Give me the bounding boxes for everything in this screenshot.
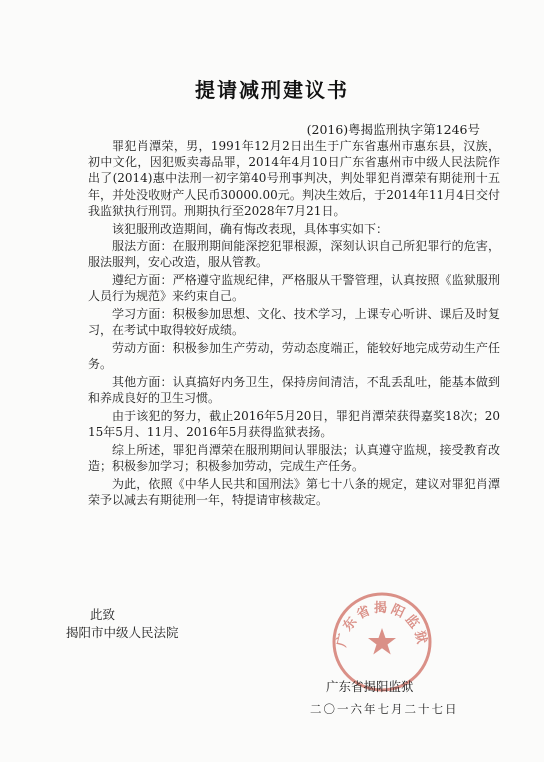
document-title: 提请减刑建议书: [195, 78, 349, 102]
paragraph-other: 其他方面：认真搞好内务卫生，保持房间清洁，不乱丢乱吐，能基本做到和养成良好的卫生习惯。: [88, 374, 500, 406]
paragraph-recommendation: 为此，依照《中华人民共和国刑法》第七十八条的规定，建议对罪犯肖潭荣予以减去有期徒刑一年，特提请审核裁定。: [88, 476, 500, 507]
paragraph-discipline: 遵纪方面：严格遵守监规纪律，严格服从干警管理，认真按照《监狱服刑人员行为规范》来约束自己。: [88, 273, 500, 304]
paragraph-basic-info: 罪犯肖潭荣，男，1991年12月2日出生于广东省惠州市惠东县，汉族，初中文化，因犯贩卖毒品罪，2014年4月10日广东省惠州市中级人民法院作出了(2014)惠中法刑一初字第40号刑事判决，判处罪犯肖潭荣有期徒刑十五年，并处没收财产人民币30000.00元。判决生效后，于2014年11月4日交付我监狱执行刑罚。刑期执行至2028年7月21日。: [88, 139, 500, 218]
recipient-court: 揭阳市中级人民法院: [66, 625, 179, 640]
paragraph-obedience: 服法方面：在服刑期间能深挖犯罪根源，深刻认识自己所犯罪行的危害，服法服判，安心改造，服从管教。: [88, 239, 500, 270]
document-number: (2016)粤揭监刑执字第1246号: [306, 122, 480, 137]
closing-block: [66, 606, 179, 642]
issue-date: 二〇一六年七月二十七日: [310, 702, 459, 716]
svg-text:广东省揭阳监狱: 广东省揭阳监狱: [334, 601, 430, 649]
document-body: [88, 138, 500, 509]
paragraph-study: 学习方面：积极参加思想、文化、技术学习，上课专心听讲、课后及时复习，在考试中取得较好成绩。: [88, 307, 500, 338]
paragraph-labor: 劳动方面：积极参加生产劳动，劳动态度端正，能较好地完成劳动生产任务。: [88, 340, 500, 372]
paragraph-awards: 由于该犯的努力，截止2016年5月20日，罪犯肖潭荣获得嘉奖18次；2015年5月、11月、2016年5月获得监狱表扬。: [88, 408, 500, 439]
paragraph-summary: 综上所述，罪犯肖潭荣在服刑期间认罪服法；认真遵守监规，接受教育改造；积极参加学习；积极参加劳动，完成生产任务。: [88, 442, 500, 473]
closing-salutation: 此致: [90, 607, 116, 622]
signer-name: 广东省揭阳监狱: [326, 679, 414, 694]
paragraph-intro: 该犯服刑改造期间，确有悔改表现，具体事实如下：: [112, 221, 389, 236]
